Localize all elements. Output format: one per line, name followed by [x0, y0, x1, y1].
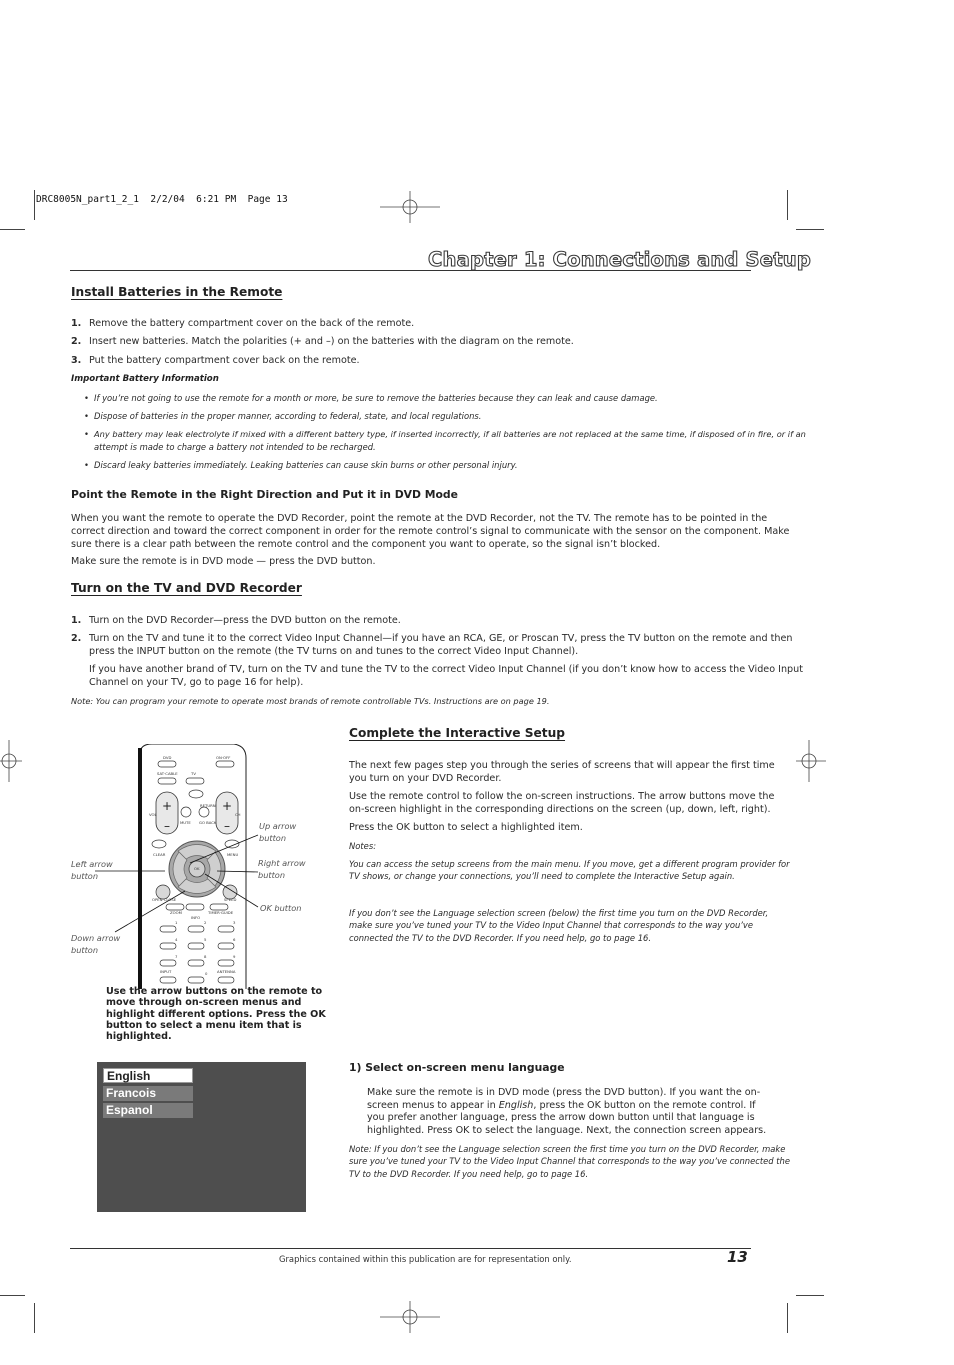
callout-right-arrow: Right arrow button [258, 858, 306, 880]
svg-text:–: – [164, 819, 170, 833]
battery-bullet: If you’re not going to use the remote for a month or more, be sure to remove the batteries because they can leak and cause damage. [94, 393, 658, 403]
remote-key: 1 [175, 920, 178, 925]
callout-down-arrow: Down arrow button [71, 933, 121, 955]
select-language-paragraph: Make sure the remote is in DVD mode (press the DVD button). If you want the on- screen menus to appear in English, press the OK button on the remote control. If you prefer another language, press the arrow down button until that language is highlighted. Press OK to select the language. Next, the connection screen appears. [367, 1087, 767, 1136]
interactive-paragraph: The next few pages step you through the series of screens that will appear the first time you turn on your DVD Recorder. [349, 760, 775, 784]
bullet-icon: • [84, 429, 89, 439]
callout-leaders [95, 815, 265, 945]
remote-label-ch: CH [235, 812, 241, 817]
crop-mark [34, 1303, 35, 1333]
remote-key: 4 [175, 937, 178, 942]
section-heading-interactive-setup: Complete the Interactive Setup [349, 726, 566, 740]
section-heading-install-batteries: Install Batteries in the Remote [71, 285, 283, 299]
remote-label-info: INFO [191, 915, 201, 920]
battery-bullet: Any battery may leak electrolyte if mixed with a different battery type, if inserted incorrectly, if all batteries are not replaced at the same time, if disposed of in fire, or if an [94, 429, 806, 439]
interactive-note: You can access the setup screens from the main menu. If you move, get a different program provider for TV shows, or change your connections, you’ll need to complete the Interactive Setup again. [349, 859, 790, 882]
language-option-francois[interactable]: Francois [103, 1086, 193, 1101]
install-step-3: Put the battery compartment cover back on the remote. [89, 355, 360, 366]
turn-on-step-2: Turn on the TV and tune it to the correct Video Input Channel—if you have an RCA, GE, or Proscan TV, press the TV button on the remote and then [89, 633, 793, 644]
remote-label-speed: SPEED [224, 897, 237, 902]
point-dvd-mode: Make sure the remote is in DVD mode — press the DVD button. [71, 556, 376, 567]
remote-label-satcable: SAT·CABLE [157, 771, 178, 776]
remote-label-goback: GO BACK [199, 820, 217, 825]
turn-on-other-brand: If you have another brand of TV, turn on the TV and tune the TV to the correct Video Input Channel (if you don’t know how to access the Video Input [89, 664, 803, 675]
language-option-espanol[interactable]: Espanol [103, 1103, 193, 1118]
remote-label-dvd: DVD [163, 755, 172, 760]
battery-bullet-continued: attempt is made to charge a battery not intended to be recharged. [94, 442, 376, 452]
svg-text:–: – [224, 819, 230, 833]
registration-target-left [0, 740, 22, 782]
page-number: 13 [727, 1248, 748, 1266]
step-number: 2. [71, 633, 82, 644]
remote-label-return: RETURN [200, 803, 216, 808]
callout-ok-button: OK button [260, 903, 302, 913]
interactive-paragraph: Use the remote control to follow the on-screen instructions. The arrow buttons move the on-screen highlight in the corresponding directions on the screen (up, down, left, right). [349, 791, 775, 815]
remote-key: 0 [205, 971, 208, 976]
notes-label: Notes: [349, 841, 377, 851]
svg-text:+: + [221, 799, 233, 813]
callout-up-arrow: Up arrow button [259, 821, 297, 843]
remote-label-ok: OK [194, 866, 200, 871]
bullet-icon: • [84, 411, 89, 421]
bullet-icon: • [84, 460, 89, 470]
battery-bullet: Dispose of batteries in the proper manner, according to federal, state, and local regulations. [94, 411, 482, 421]
remote-label-zoom: ZOOM [170, 910, 182, 915]
remote-label-vol: VOL [149, 812, 157, 817]
bullet-icon: • [84, 393, 89, 403]
turn-on-other-brand-continued: Channel on your TV, go to page 16 for help). [89, 677, 304, 688]
step-number: 2. [71, 336, 82, 347]
step-number: 1. [71, 615, 82, 626]
remote-label-clear: CLEAR [153, 852, 166, 857]
registration-target-bottom [380, 1301, 440, 1333]
step-number: 1. [71, 318, 82, 329]
install-step-1: Remove the battery compartment cover on the back of the remote. [89, 318, 415, 329]
callout-left-arrow: Left arrow button [71, 859, 113, 881]
crop-mark [0, 1295, 25, 1296]
crop-mark [0, 229, 25, 230]
crop-mark [787, 1303, 788, 1333]
remote-label-menu: MENU [227, 852, 239, 857]
point-paragraph-line: When you want the remote to operate the DVD Recorder, point the remote at the DVD Recorder, not the TV. The remote has to be pointed in the [71, 513, 768, 524]
language-option-english[interactable]: English [103, 1068, 193, 1083]
print-slug: DRC8005N_part1_2_1 2/2/04 6:21 PM Page 13 [36, 194, 288, 205]
remote-label-tv: TV [191, 771, 196, 776]
important-battery-heading: Important Battery Information [71, 374, 219, 384]
footer-disclaimer: Graphics contained within this publication are for representation only. [279, 1254, 572, 1264]
remote-key: 3 [233, 920, 236, 925]
registration-target-right [796, 740, 826, 782]
remote-key: 8 [204, 954, 207, 959]
install-step-2: Insert new batteries. Match the polarities (+ and –) on the batteries with the diagram on the remote. [89, 336, 574, 347]
remote-label-openclose: OPEN·CLOSE [152, 897, 177, 902]
turn-on-step-1: Turn on the DVD Recorder—press the DVD button on the remote. [89, 615, 401, 626]
interactive-note: If you don’t see the Language selection screen (below) the first time you turn on the DVD Recorder, make sure you’ve tuned your TV to the Video Input Channel that corresponds to the way you’ve connected the TV to the DVD Recorder. If you need help, go to page 16. [349, 908, 769, 943]
remote-label-mute: MUTE [180, 820, 191, 825]
remote-key: 5 [204, 937, 207, 942]
section-heading-turn-on: Turn on the TV and DVD Recorder [71, 581, 302, 595]
registration-target-top [380, 191, 440, 223]
step-number: 3. [71, 355, 82, 366]
crop-mark [796, 229, 824, 230]
turn-on-step-2-continued: press the INPUT button on the remote (the TV turns on and tunes to the correct Video Input Channel). [89, 646, 579, 657]
remote-key: 6 [233, 937, 236, 942]
remote-key: 9 [233, 954, 236, 959]
remote-label-input: INPUT [160, 969, 172, 974]
crop-mark [787, 190, 788, 220]
point-paragraph-line: sure there is a clear path between the remote control and the component you want to operate, so the signal isn’t blocked. [71, 539, 661, 550]
remote-label-timer: TIMER·GUIDE [208, 910, 234, 915]
crop-mark [34, 190, 35, 220]
crop-mark [796, 1295, 824, 1296]
remote-label-onoff: ON·OFF [216, 755, 231, 760]
program-remote-note: Note: You can program your remote to operate most brands of remote controllable TVs. Instructions are on page 19. [71, 696, 550, 706]
interactive-paragraph: Press the OK button to select a highlighted item. [349, 822, 583, 833]
battery-bullet: Discard leaky batteries immediately. Leaking batteries can cause skin burns or other personal injury. [94, 460, 518, 470]
section-heading-point-remote: Point the Remote in the Right Direction and Put it in DVD Mode [71, 488, 458, 501]
remote-key: 7 [175, 954, 178, 959]
point-paragraph-line: correct direction and toward the correct component in order for the remote control’s signal to communicate with the sensor on the component. Make [71, 526, 790, 537]
section-heading-select-language: 1) Select on-screen menu language [349, 1061, 565, 1074]
remote-key: 2 [204, 920, 207, 925]
chapter-title: Chapter 1: Connections and Setup [428, 248, 811, 271]
footer-rule [70, 1248, 751, 1249]
svg-text:+: + [161, 799, 173, 813]
remote-figure-caption: Use the arrow buttons on the remote to move through on-screen menus and highlight different options. Press the OK button to select a menu item that is highlighted. [106, 986, 326, 1043]
remote-label-antenna: ANTENNA [217, 969, 236, 974]
select-language-note: Note: If you don’t see the Language selection screen the first time you turn on the DVD Recorder, make sure you’ve tuned your TV to the Video Input Channel that corresponds to the way you’ve connected the TV to the DVD Recorder. If you need help, go to page 16. [349, 1144, 791, 1179]
language-selection-screen [97, 1062, 306, 1212]
